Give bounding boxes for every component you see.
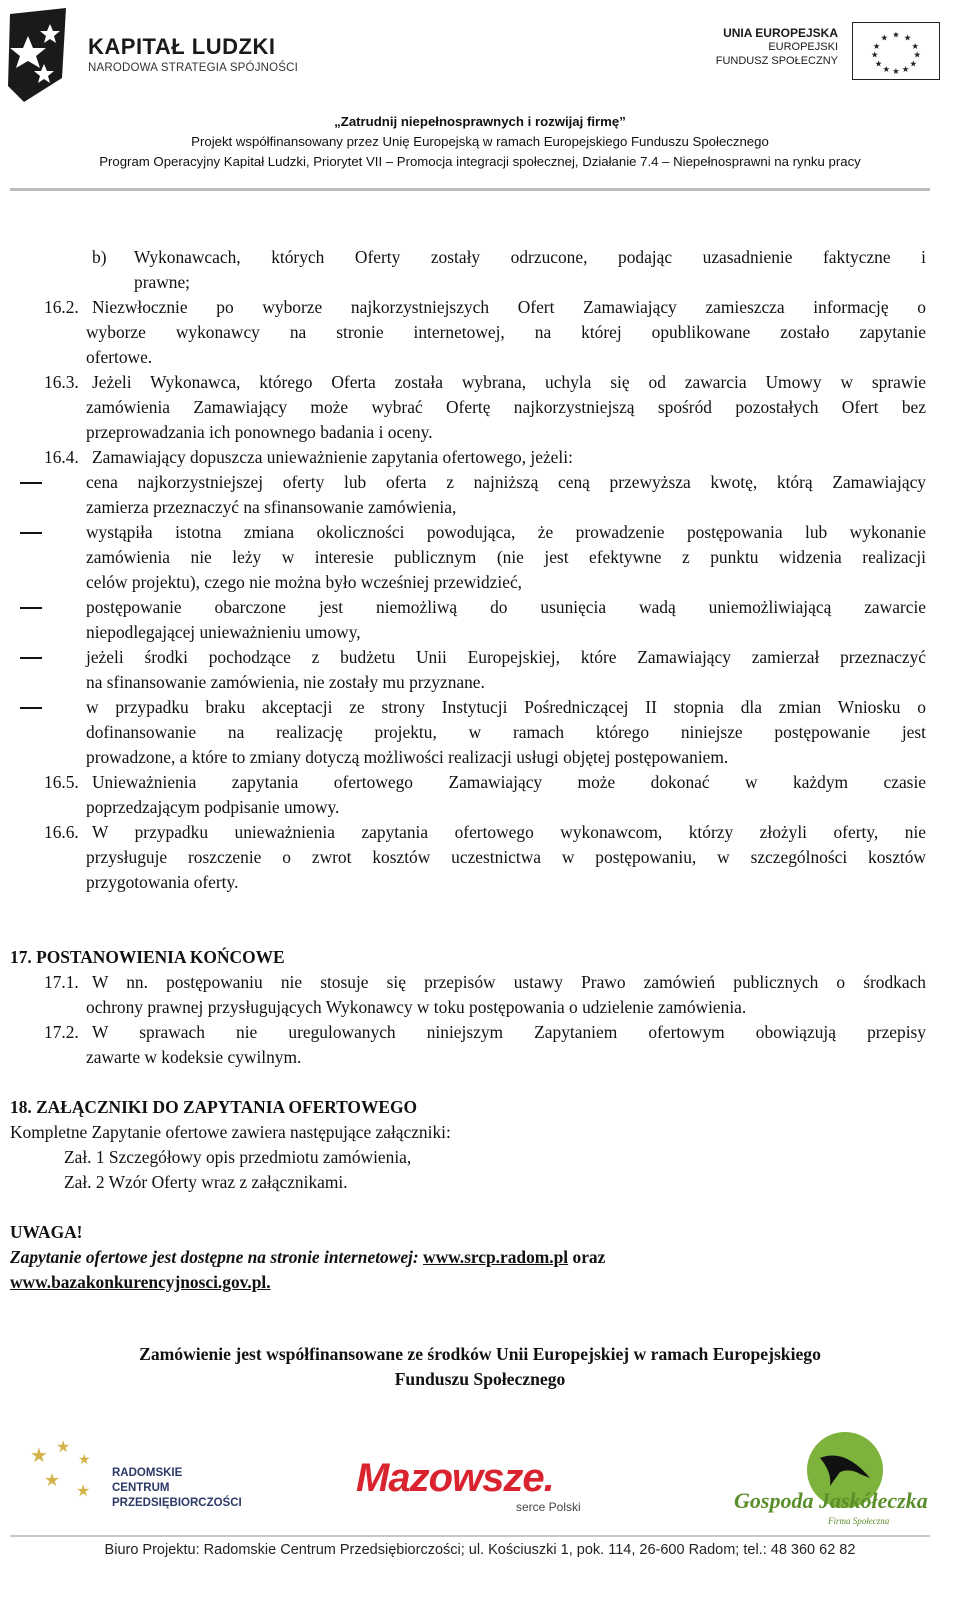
d3-line-2: niepodlegającej unieważnieniu umowy,	[86, 622, 361, 642]
link-bazakonkurencyjnosci[interactable]: www.bazakonkurencyjnosci.gov.pl.	[10, 1272, 271, 1292]
svg-text:★: ★	[78, 1453, 91, 1468]
p16-3-line-3: przeprowadzania ich ponownego badania i oceny.	[86, 422, 433, 442]
p16-5-number: 16.5.	[44, 772, 79, 792]
header-divider	[10, 188, 930, 191]
svg-text:★: ★	[892, 66, 900, 77]
mazowsze-tagline: serce Polski	[516, 1500, 581, 1514]
p16-5-line-1: Unieważnienia zapytania ofertowego Zamawiający może dokonać w każdym czasie	[92, 772, 926, 792]
gospoda-tagline: Firma Społeczna	[828, 1516, 890, 1526]
p17-2-line-2: zawarte w kodeksie cywilnym.	[86, 1047, 302, 1067]
dash-bullet	[20, 707, 42, 709]
footer-divider	[10, 1535, 930, 1537]
logo-subtitle: NARODOWA STRATEGIA SPÓJNOŚCI	[88, 62, 299, 74]
svg-text:★: ★	[870, 49, 879, 60]
d2-line-1: wystąpiła istotna zmiana okoliczności powodująca, że prowadzenie postępowania lub wykonanie	[86, 522, 926, 542]
logo-title: KAPITAŁ LUDZKI	[88, 34, 276, 59]
dash-bullet	[20, 532, 42, 534]
header-project-info	[0, 112, 960, 172]
p16-3-line-1: Jeżeli Wykonawca, którego Oferta została wybrana, uchyla się od zawarcia Umowy w sprawie	[92, 372, 926, 392]
footer-note-line-2: Funduszu Społecznego	[394, 1369, 566, 1389]
section-18-heading: 18. ZAŁĄCZNIKI DO ZAPYTANIA OFERTOWEGO	[10, 1097, 417, 1117]
p17-1-line-2: ochrony prawnej przysługujących Wykonawcy w toku postępowania o udzielenie zamówienia.	[86, 997, 747, 1017]
svg-text:★: ★	[909, 58, 918, 69]
b-line-1: Wykonawcach, których Oferty zostały odrzucone, podając uzasadnienie faktyczne i	[134, 247, 926, 267]
eu-stars-icon	[852, 22, 940, 80]
rcp-line-3: PRZEDSIĘBIORCZOŚCI	[112, 1497, 242, 1509]
link-srcp[interactable]: www.srcp.radom.pl	[423, 1247, 569, 1267]
svg-text:★: ★	[874, 58, 883, 69]
project-office-address: Biuro Projektu: Radomskie Centrum Przedsiębiorczości; ul. Kościuszki 1, pok. 114, 26-600 Radom; tel.: 48 360 62 82	[104, 1542, 856, 1558]
p16-2-number: 16.2.	[44, 297, 79, 317]
p16-6-line-1: W przypadku unieważnienia zapytania ofertowego wykonawcom, którzy złożyli oferty, nie	[92, 822, 926, 842]
p16-2-line-3: ofertowe.	[86, 347, 153, 367]
p16-6-line-3: przygotowania oferty.	[86, 872, 239, 892]
warning-text: Zapytanie ofertowe jest dostępne na stronie internetowej:	[10, 1247, 419, 1267]
p17-2-line-1: W sprawach nie uregulowanych niniejszym Zapytaniem ofertowym obowiązują przepisy	[92, 1022, 926, 1042]
d5-line-3: prowadzone, a które to zmiany dotyczą możliwości realizacji usługi objętej postępowaniem.	[86, 747, 729, 767]
d4-line-1: jeżeli środki pochodzące z budżetu Unii Europejskiej, które Zamawiający zamierzał przeznaczyć	[86, 647, 926, 667]
p16-5-line-2: poprzedzającym podpisanie umowy.	[86, 797, 340, 817]
d1-line-1: cena najkorzystniejszej oferty lub oferta z najniższą ceną przewyższa kwotę, którą Zamawiający	[86, 472, 926, 492]
p16-2-line-2: wyborze wykonawcy na stronie internetowej, na której opublikowane zostało zapytanie	[86, 322, 926, 342]
eu-label-3: FUNDUSZ SPOŁECZNY	[715, 55, 838, 67]
eu-label-2: EUROPEJSKI	[768, 41, 838, 53]
eu-logo	[700, 22, 950, 82]
list-label-b: b)	[92, 247, 107, 267]
svg-text:★: ★	[913, 49, 922, 60]
d3-line-1: postępowanie obarczone jest niemożliwą do usunięcia wadą uniemożliwiającą zawarcie	[86, 597, 926, 617]
d5-line-2: dofinansowanie na realizację projektu, w ramach którego niniejsze postępowanie jest	[86, 722, 926, 742]
footer-note-line-1: Zamówienie jest współfinansowane ze środków Unii Europejskiej w ramach Europejskiego	[139, 1344, 821, 1364]
gospoda-logo: Gospoda Jaskółeczka	[734, 1488, 928, 1513]
svg-text:★: ★	[901, 64, 910, 75]
p16-3-number: 16.3.	[44, 372, 79, 392]
svg-text:★: ★	[30, 1445, 48, 1467]
p16-6-line-2: przysługuje roszczenie o zwrot kosztów uczestnictwa w postępowaniu, w szczególności kosztów	[86, 847, 926, 867]
rcp-line-1: RADOMSKIE	[112, 1467, 183, 1479]
p17-2-number: 17.2.	[44, 1022, 79, 1042]
section-17-heading: 17. POSTANOWIENIA KOŃCOWE	[10, 947, 285, 967]
rcp-line-2: CENTRUM	[112, 1482, 170, 1494]
kapital-ludzki-logo	[6, 6, 306, 116]
page-header	[0, 0, 960, 200]
d1-line-2: zamierza przeznaczyć na sfinansowanie zamówienia,	[86, 497, 457, 517]
program-line: Program Operacyjny Kapitał Ludzki, Priorytet VII – Promocja integracji społecznej, Działanie 7.4 – Niepełnosprawni na rynku pracy	[99, 154, 861, 169]
dash-bullet	[20, 482, 42, 484]
p16-4-number: 16.4.	[44, 447, 79, 467]
svg-text:★: ★	[76, 1483, 91, 1500]
svg-text:★: ★	[882, 64, 891, 75]
p16-6-number: 16.6.	[44, 822, 79, 842]
svg-text:★: ★	[44, 1470, 61, 1490]
d4-line-2: na sfinansowanie zamówienia, nie zostały mu przyznane.	[86, 672, 485, 692]
svg-text:★: ★	[56, 1439, 71, 1456]
p17-1-line-1: W nn. postępowaniu nie stosuje się przepisów ustawy Prawo zamówień publicznych o środkach	[92, 972, 926, 992]
cofinance-line: Projekt współfinansowany przez Unię Europejską w ramach Europejskiego Funduszu Społecznego	[191, 134, 769, 149]
d2-line-3: celów projektu), czego nie można było wcześniej przewidzieć,	[86, 572, 523, 592]
footer-cofinance-note	[0, 1342, 960, 1392]
p16-2-line-1: Niezwłocznie po wyborze najkorzystniejszych Ofert Zamawiający zamieszcza informację o	[92, 297, 926, 317]
dash-bullet	[20, 657, 42, 659]
p16-4-line-1: Zamawiający dopuszcza unieważnienie zapytania ofertowego, jeżeli:	[92, 447, 573, 467]
warning-conjunction: oraz	[572, 1247, 606, 1267]
rcp-stars-icon	[20, 1434, 110, 1504]
d5-line-1: w przypadku braku akceptacji ze strony Instytucji Pośredniczącej II stopnia dla zmian Wniosku o	[86, 697, 926, 717]
d2-line-2: zamówienia nie leży w interesie publicznym (nie jest efektywne z punktu widzenia realizacji	[86, 547, 926, 567]
project-title: „Zatrudnij niepełnosprawnych i rozwijaj firmę”	[334, 114, 626, 129]
attachment-2: Zał. 2 Wzór Oferty wraz z załącznikami.	[64, 1172, 348, 1192]
p17-1-number: 17.1.	[44, 972, 79, 992]
eu-label-1: UNIA EUROPEJSKA	[723, 26, 838, 40]
svg-text:★: ★	[911, 41, 920, 52]
svg-text:★: ★	[903, 32, 912, 43]
svg-text:★: ★	[880, 32, 889, 43]
p16-3-line-2: zamówienia Zamawiający może wybrać Ofertę najkorzystniejszą spośród pozostałych Ofert bez	[86, 397, 926, 417]
warning-title: UWAGA!	[10, 1222, 83, 1242]
attachment-1: Zał. 1 Szczegółowy opis przedmiotu zamówienia,	[64, 1147, 412, 1167]
mazowsze-logo: Mazowsze.	[356, 1456, 554, 1500]
b-line-2: prawne;	[134, 272, 191, 292]
svg-text:★: ★	[872, 41, 881, 52]
warning-line	[10, 1245, 605, 1270]
svg-text:★: ★	[892, 29, 900, 40]
dash-bullet	[20, 607, 42, 609]
section-18-intro: Kompletne Zapytanie ofertowe zawiera następujące załączniki:	[10, 1122, 451, 1142]
rcp-logo-text	[112, 1466, 242, 1511]
